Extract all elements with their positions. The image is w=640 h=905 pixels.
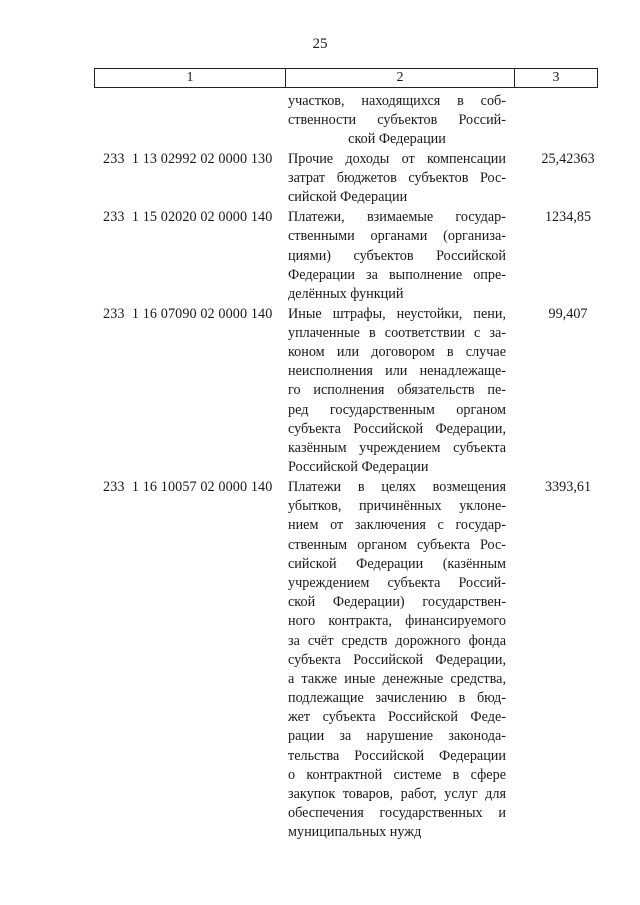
description-line: учреждением субъекта Россий- <box>288 574 506 591</box>
description-line: делённых функций <box>288 285 404 302</box>
description-line: закупок товаров, работ, услуг для <box>288 786 506 802</box>
description-line: Платежи в целях возмещения <box>288 479 506 495</box>
description-line: уплаченные в соответствии с за- <box>288 324 506 341</box>
page-number: 25 <box>312 36 328 52</box>
description-cell <box>288 305 506 478</box>
description-line: субъекта Российской Федерации, <box>288 420 506 437</box>
description-cell <box>288 92 506 150</box>
kbk-code-cell: 233 1 16 07090 02 0000 140 <box>103 305 273 322</box>
description-line: Российской Федерации <box>288 459 429 476</box>
description-line: Платежи, взимаемые государ- <box>288 209 506 226</box>
description-line: го исполнения обязательств пе- <box>288 382 506 399</box>
description-line: коном или договором в случае <box>288 344 506 361</box>
amount-cell: 25,42363 <box>541 151 595 168</box>
description-line: нием от заключения с государ- <box>288 517 506 534</box>
header-column-1: 1 <box>95 69 286 87</box>
description-line: ской Федерации <box>348 131 446 148</box>
description-line: казённым учреждением субъекта <box>288 440 506 456</box>
description-cell <box>288 150 506 208</box>
description-line: за счёт средств дорожного фонда <box>288 632 506 649</box>
description-line: ской Федерации) государствен- <box>288 594 506 611</box>
description-line: участков, находящихся в соб- <box>288 93 506 109</box>
header-column-3: 3 <box>552 70 560 85</box>
description-line: Иные штрафы, неустойки, пени, <box>288 305 506 322</box>
description-line: ственным органом субъекта Рос- <box>288 536 506 553</box>
kbk-code-cell: 233 1 15 02020 02 0000 140 <box>103 209 273 226</box>
description-line: ственности субъектов Россий- <box>288 112 506 129</box>
description-line: затрат бюджетов субъектов Рос- <box>288 170 506 187</box>
table-header-row <box>94 68 598 88</box>
description-line: субъекта Российской Федерации, <box>288 651 506 668</box>
description-line: Федерации за выполнение опре- <box>288 266 506 283</box>
description-line: циями) субъектов Российской <box>288 247 506 264</box>
header-column-2: 2 <box>286 69 515 87</box>
description-line: сийской Федерации <box>288 189 408 206</box>
description-line: неисполнения или ненадлежаще- <box>288 363 506 380</box>
description-line: убытков, причинённых уклоне- <box>288 498 506 515</box>
description-cell <box>288 478 506 843</box>
kbk-code-cell: 233 1 16 10057 02 0000 140 <box>103 479 273 495</box>
amount-cell: 99,407 <box>548 305 588 322</box>
description-line: сийской Федерации (казённым <box>288 555 506 572</box>
amount-cell: 1234,85 <box>544 209 592 226</box>
description-line: обеспечения государственных и <box>288 805 506 822</box>
description-line: ного контракта, финансируемого <box>288 613 506 630</box>
description-line: муниципальных нужд <box>288 824 422 841</box>
description-line: тельства Российской Федерации <box>288 747 506 764</box>
description-line: а также иные денежные средства, <box>288 670 506 687</box>
description-line: подлежащие зачислению в бюд- <box>288 690 506 707</box>
description-cell <box>288 208 506 304</box>
description-line: рации за нарушение законода- <box>288 728 506 745</box>
description-line: о контрактной системе в сфере <box>288 766 506 783</box>
description-line: ред государственным органом <box>288 401 506 418</box>
amount-cell: 3393,61 <box>544 479 592 495</box>
kbk-code-cell: 233 1 13 02992 02 0000 130 <box>103 151 273 168</box>
description-line: ственными органами (организа- <box>288 228 506 245</box>
description-line: жет субъекта Российской Феде- <box>288 709 506 726</box>
description-line: Прочие доходы от компенсации <box>288 151 506 168</box>
